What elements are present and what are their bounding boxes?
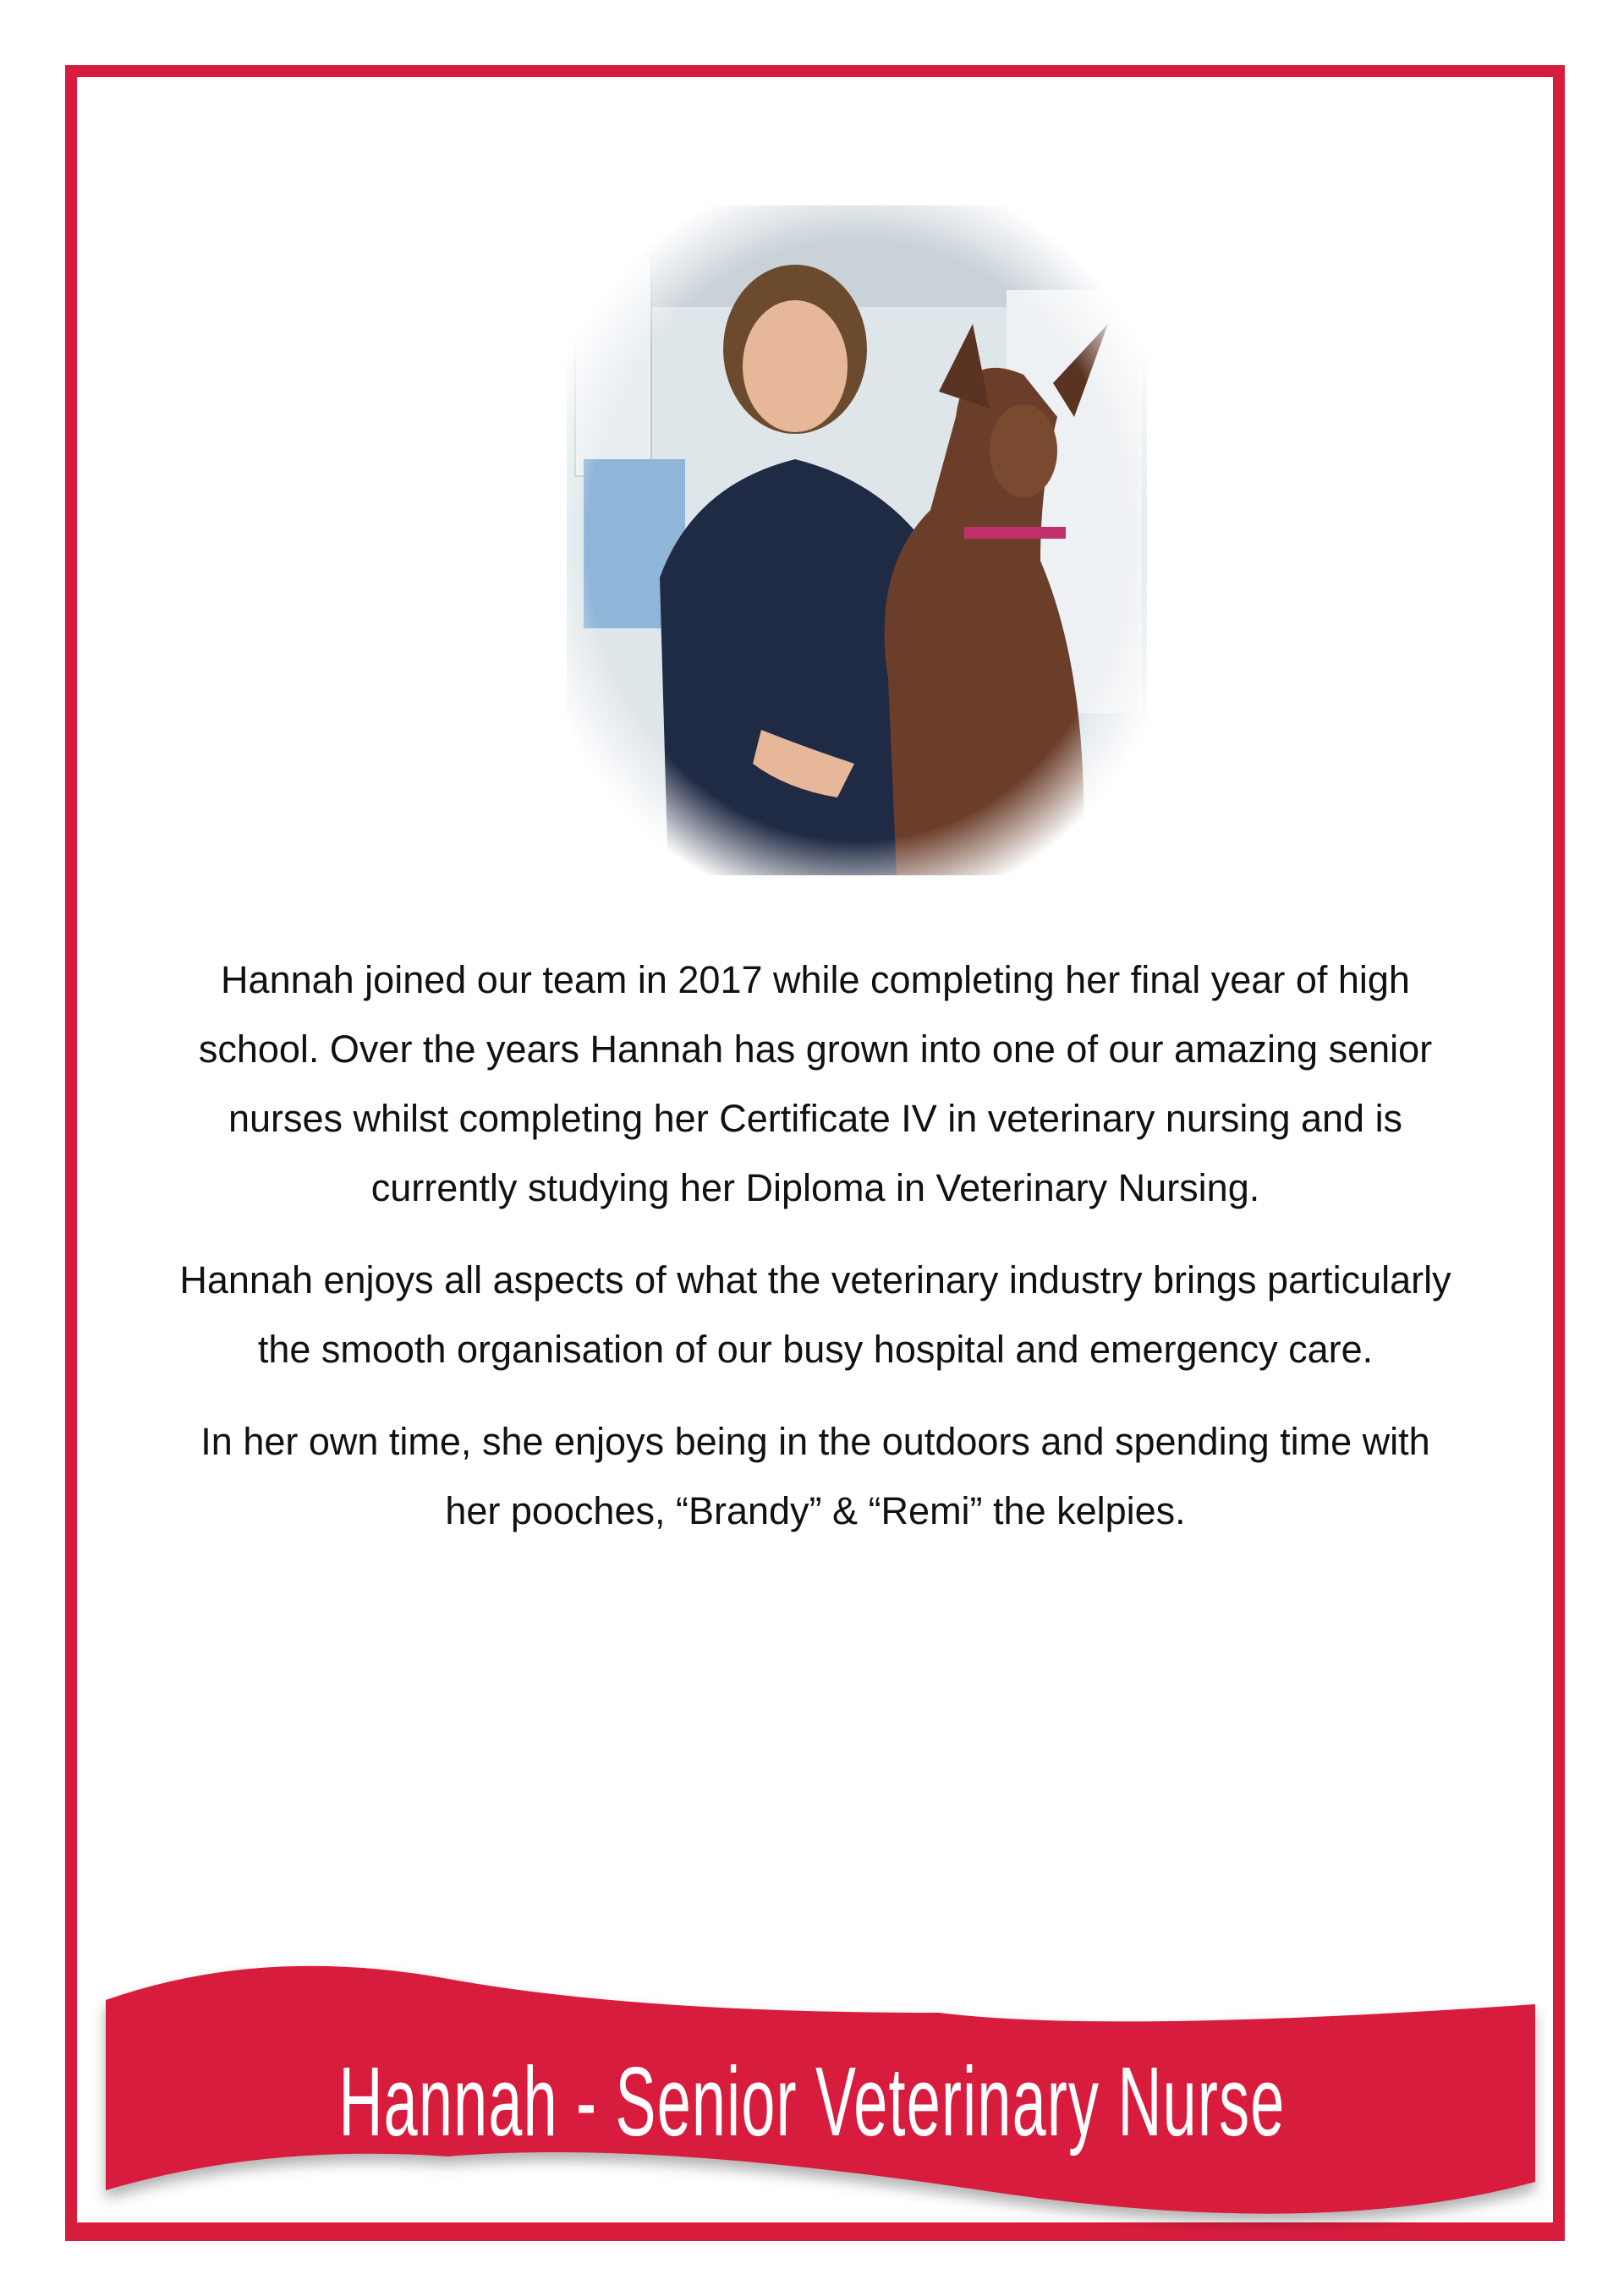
bio-paragraph: In her own time, she enjoys being in the outdoors and spending time with her pooches, “Brandy” & “Remi” the kelpies. — [200, 1420, 1430, 1532]
bio-paragraph: Hannah joined our team in 2017 while completing her final year of high school. Over the years Hannah has grown into one of our amazing senior nurses whilst completing her Certificate IV in veterinary nursing and is currently studying her Diploma in Veterinary Nursing. — [198, 958, 1433, 1209]
bio-paragraph: Hannah enjoys all aspects of what the veterinary industry brings particularly the smooth organisation of our busy hospital and emergency care. — [179, 1258, 1451, 1371]
banner-title: Hannah - Senior Veterinary Nurse — [338, 2047, 1286, 2156]
staff-photo — [567, 205, 1147, 875]
bio-text — [169, 945, 1462, 1569]
